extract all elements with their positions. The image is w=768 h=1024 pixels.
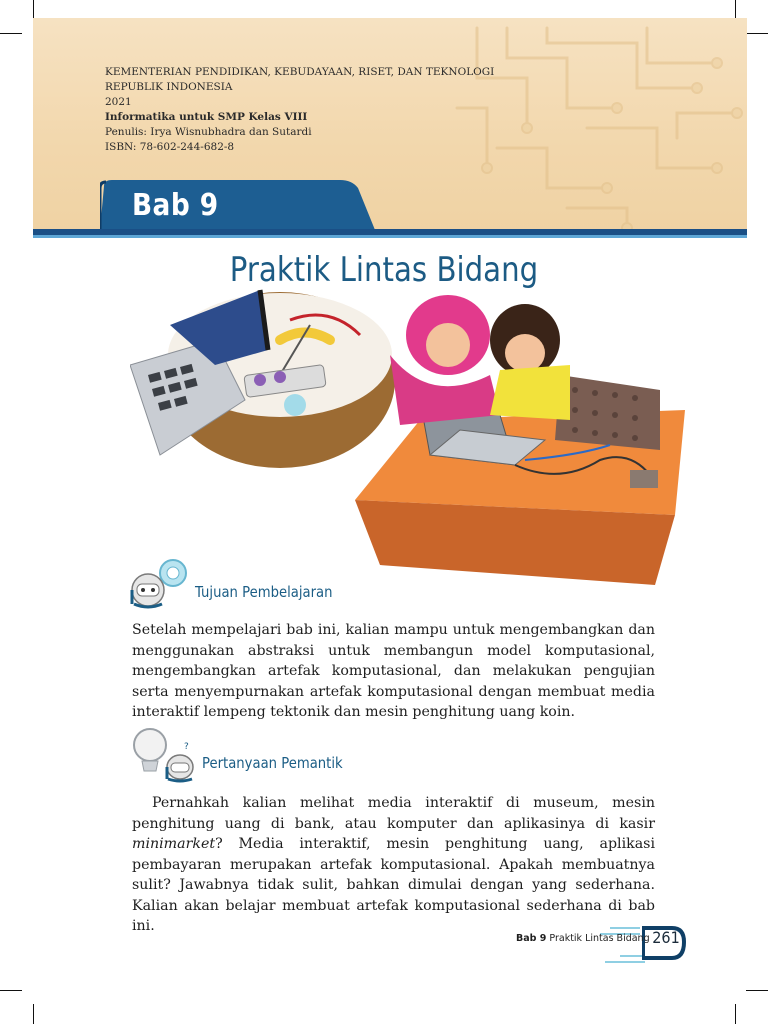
robot-target-icon xyxy=(128,558,196,610)
crop-mark xyxy=(0,990,22,991)
chapter-title: Praktik Lintas Bidang xyxy=(229,250,539,290)
authors-text: Penulis: Irya Wisnubhadra dan Sutardi xyxy=(105,126,312,138)
crop-mark xyxy=(33,1004,34,1024)
robot-lightbulb-icon xyxy=(128,727,200,783)
tujuan-paragraph: Setelah mempelajari bab ini, kalian mampu untuk mengembangkan dan menggunakan abstraksi untuk membangun model komputasional, mengembangkan artefak komputasional, dan melakukan pengujian serta menyempurnakan artefak komputasional dengan membuat media interaktif lempeng tektonik dan mesin penghitung uang koin. xyxy=(132,622,655,720)
chapter-label: Bab 9 xyxy=(132,188,219,223)
book-title: Informatika untuk SMP Kelas VIII xyxy=(105,111,308,123)
footer-chapter-title: Praktik Lintas Bidang xyxy=(549,933,650,944)
header-divider-light xyxy=(33,235,747,238)
footer-chapter xyxy=(516,933,650,944)
section-title-pemantik: Pertanyaan Pemantik xyxy=(202,754,343,772)
year-text: 2021 xyxy=(105,96,132,108)
crop-mark xyxy=(735,1004,736,1024)
pemantik-text-1: Pernahkah kalian melihat media interaktif di museum, mesin penghitung uang di bank, atau komputer dan aplikasinya di kasir xyxy=(132,795,655,832)
country-text: REPUBLIK INDONESIA xyxy=(105,81,233,93)
crop-mark xyxy=(746,990,768,991)
page-number: 261 xyxy=(652,928,680,947)
crop-mark xyxy=(33,0,34,20)
pemantik-paragraph xyxy=(132,793,655,937)
chapter-illustration xyxy=(130,285,690,585)
footer-chapter-label: Bab 9 xyxy=(516,933,547,944)
isbn-text: ISBN: 78-602-244-682-8 xyxy=(105,141,235,153)
crop-mark xyxy=(0,33,22,34)
pemantik-text-italic: minimarket xyxy=(132,836,216,852)
crop-mark xyxy=(735,0,736,20)
pemantik-text-2: ? Media interaktif, mesin penghitung uang, aplikasi pembayaran merupakan artefak komputasional. Apakah membuatnya sulit? Jawabnya tidak sulit, bahkan dimulai dengan yang sederhana. Kalian akan belajar membuat artefak komputasional sederhana di bab ini. xyxy=(132,836,655,934)
book-metadata xyxy=(105,65,535,155)
ministry-text: KEMENTERIAN PENDIDIKAN, KEBUDAYAAN, RISET, DAN TEKNOLOGI xyxy=(105,66,495,78)
section-title-tujuan: Tujuan Pembelajaran xyxy=(195,583,333,601)
svg-text:?: ? xyxy=(184,742,189,752)
crop-mark xyxy=(746,33,768,34)
